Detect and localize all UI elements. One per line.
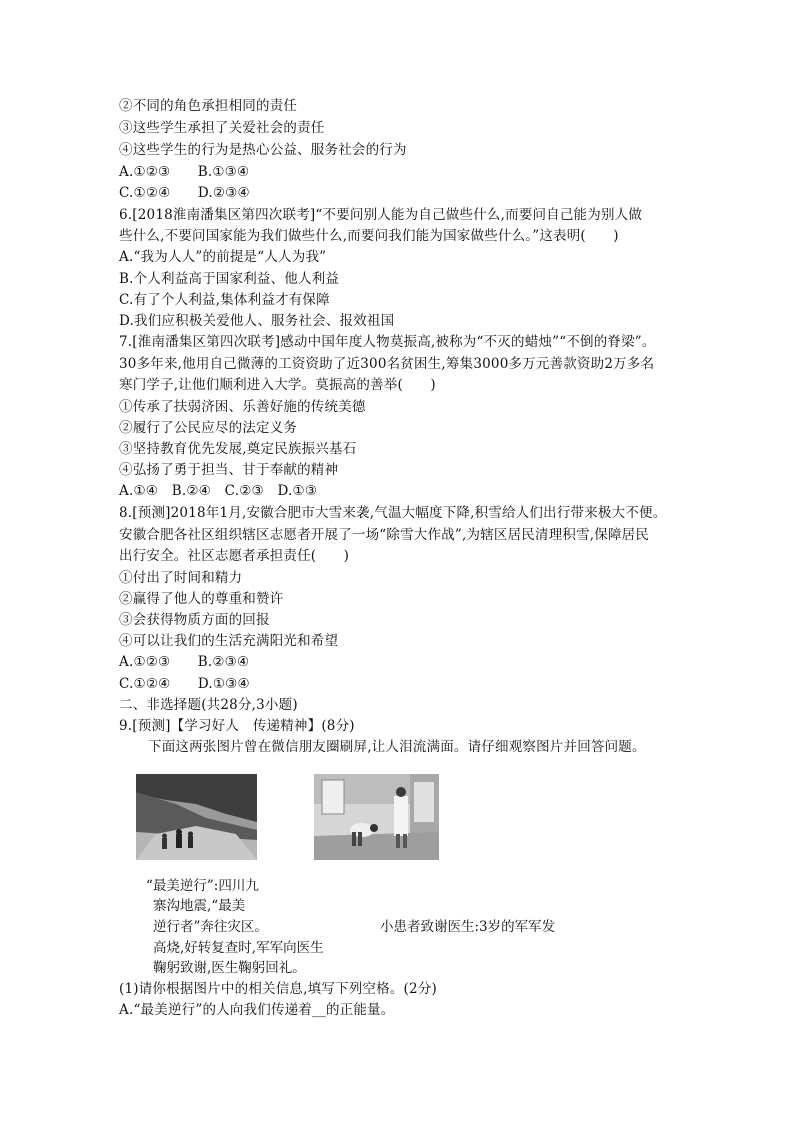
q6-option-c: C.有了个人利益,集体利益才有保障 — [119, 292, 330, 308]
q7-option-3: ③坚持教育优先发展,奠定民族振兴基石 — [119, 441, 357, 457]
caption-left-line1: “最美逆行”:四川九 — [146, 878, 259, 894]
q5-option-2: ②不同的角色承担相同的责任 — [119, 98, 298, 114]
q7-option-4: ④弘扬了勇于担当、甘于奉献的精神 — [119, 462, 339, 478]
q8-stem-line1: 8.[预测]2018年1月,安徽合肥市大雪来袭,气温大幅度下降,积雪给人们出行带来极大不便。 — [119, 505, 667, 521]
caption-right-line1: 小患者致谢医生:3岁的军军发 — [380, 919, 556, 935]
q8-option-3: ③会获得物质方面的回报 — [119, 612, 270, 628]
q8-choices-ab: A.①②③ B.②③④ — [119, 654, 250, 670]
q5-choices-cd: C.①②④ D.②③④ — [119, 185, 250, 201]
q7-stem-line1: 7.[淮南潘集区第四次联考]感动中国年度人物莫振高,被称为“不灭的蜡烛”“不倒的脊梁”。 — [119, 334, 656, 350]
q7-stem-line2: 30多年来,他用自己微薄的工资资助了近300名贫困生,筹集3000多万元善款资助2万多名 — [119, 356, 655, 372]
q5-option-3: ③这些学生承担了关爱社会的责任 — [119, 120, 325, 136]
q5-option-4: ④这些学生的行为是热心公益、服务社会的行为 — [119, 142, 407, 158]
q6-option-b: B.个人利益高于国家利益、他人利益 — [119, 271, 340, 287]
q7-choices: A.①④ B.②④ C.②③ D.①③ — [119, 483, 318, 499]
q8-stem-line3: 出行安全。社区志愿者承担责任( ) — [119, 548, 350, 564]
q6-option-d: D.我们应积极关爱他人、服务社会、报效祖国 — [119, 313, 395, 329]
q9-subquestion-1a: A.“最美逆行”的人向我们传递着__的正能量。 — [119, 1002, 395, 1018]
photo-child-thanks-doctor — [314, 774, 439, 860]
q9-intro: 下面这两张图片曾在微信朋友圈刷屏,让人泪流满面。请仔细观察图片并回答问题。 — [148, 739, 646, 755]
q8-option-2: ②赢得了他人的尊重和赞许 — [119, 591, 284, 607]
q6-option-a: A.“我为人人”的前提是“人人为我” — [119, 249, 327, 265]
q7-stem-line3: 寒门学子,让他们顺利进入大学。莫振高的善举( ) — [119, 377, 436, 393]
q8-stem-line2: 安徽合肥各社区组织辖区志愿者开展了一场“除雪大作战”,为辖区居民清理积雪,保障居民 — [119, 527, 650, 543]
q6-stem-line2: 些什么,不要问国家能为我们做些什么,而要问我们能为国家做些什么。”这表明( ) — [119, 228, 619, 244]
q7-option-1: ①传承了扶弱济困、乐善好施的传统美德 — [119, 399, 366, 415]
q8-option-1: ①付出了时间和精力 — [119, 570, 243, 586]
caption-left-line3: 逆行者”奔往灾区。 — [153, 919, 268, 935]
caption-right-line3: 鞠躬致谢,医生鞠躬回礼。 — [153, 960, 306, 976]
q7-option-2: ②履行了公民应尽的法定义务 — [119, 420, 298, 436]
photo-rescuers — [136, 774, 257, 860]
q9-title: 9.[预测]【学习好人 传递精神】(8分) — [119, 718, 355, 734]
caption-left-line2: 寨沟地震,“最美 — [153, 898, 246, 914]
q9-subquestion-1: (1)请你根据图片中的相关信息,填写下列空格。(2分) — [119, 981, 437, 997]
caption-right-line2: 高烧,好转复查时,军军向医生 — [153, 940, 324, 956]
q6-stem-line1: 6.[2018淮南潘集区第四次联考]“不要问别人能为自己做些什么,而要问自己能为别人做 — [119, 207, 643, 223]
q8-option-4: ④可以让我们的生活充满阳光和希望 — [119, 633, 339, 649]
q8-choices-cd: C.①②④ D.①③④ — [119, 676, 250, 692]
q5-choices-ab: A.①②③ B.①③④ — [119, 164, 250, 180]
section-heading: 二、非选择题(共28分,3小题) — [119, 697, 298, 713]
